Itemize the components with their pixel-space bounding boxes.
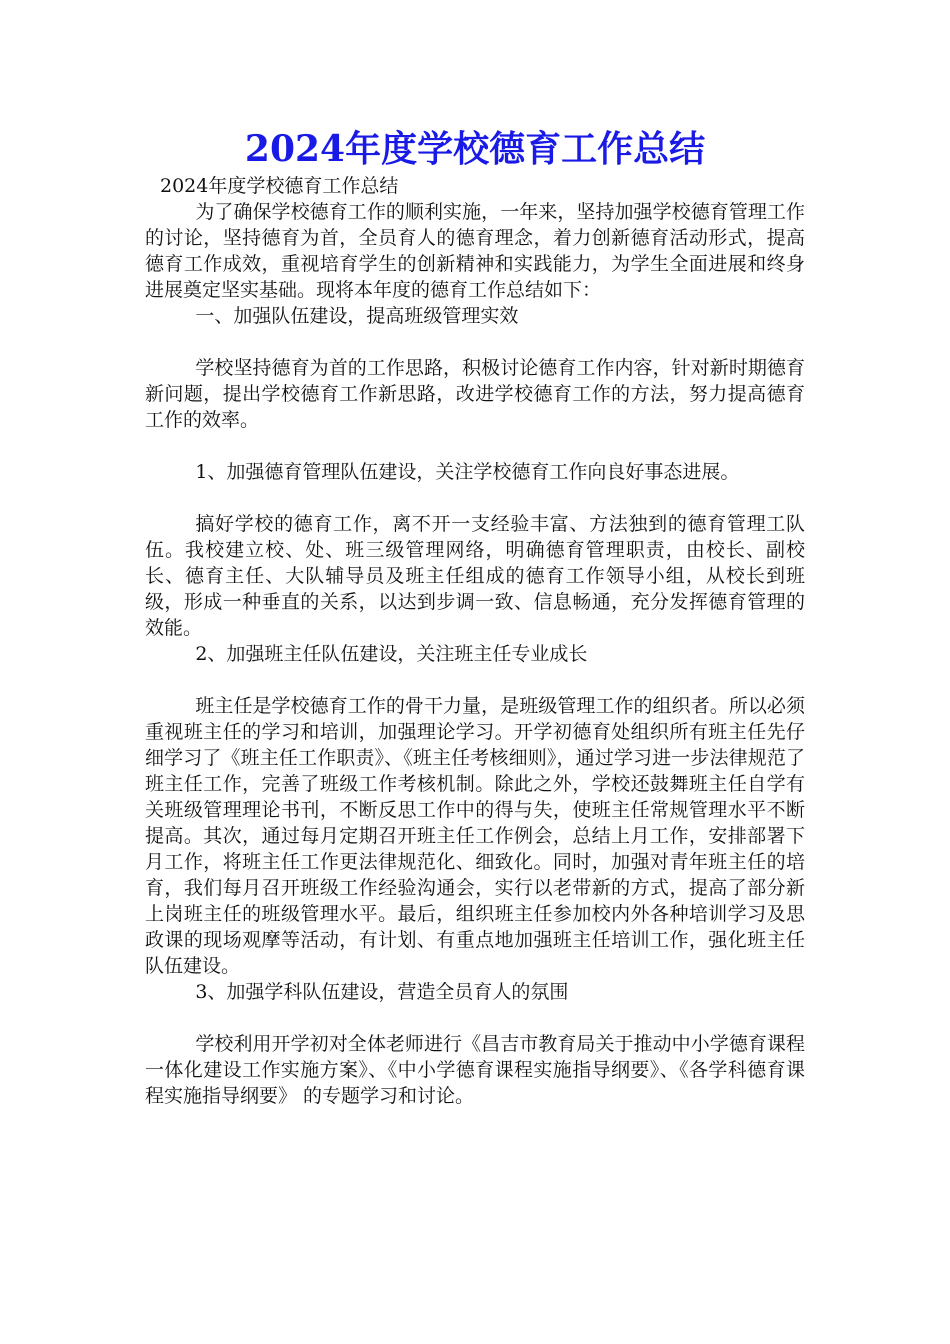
intro-paragraph: 为了确保学校德育工作的顺利实施，一年来，坚持加强学校德育管理工作的讨论，坚持德育为首，全员育人的德育理念，着力创新德育活动形式，提高德育工作成效，重视培育学生的创新精神和实践能力，为学生全面进展和终身进展奠定坚实基础。现将本年度的德育工作总结如下： — [145, 201, 805, 301]
item-3-paragraph: 学校利用开学初对全体老师进行《昌吉市教育局关于推动中小学德育课程一体化建设工作实施方案》、《中小学德育课程实施指导纲要》、《各学科德育课程实施指导纲要》 的专题学习和讨论。 — [145, 1033, 805, 1107]
item-3-heading: 3、加强学科队伍建设，营造全员育人的氛围 — [195, 981, 569, 1003]
item-1-paragraph: 搞好学校的德育工作，离不开一支经验丰富、方法独到的德育管理工队伍。我校建立校、处、班三级管理网络，明确德育管理职责，由校长、副校长、德育主任、大队辅导员及班主任组成的德育工作领导小组，从校长到班级，形成一种垂直的关系，以达到步调一致、信息畅通，充分发挥德育管理的效能。 — [145, 513, 805, 639]
document-body — [145, 173, 805, 1109]
document-subtitle: 2024年度学校德育工作总结 — [160, 175, 399, 197]
document-title: 2024年度学校德育工作总结 — [244, 128, 706, 170]
item-2-heading: 2、加强班主任队伍建设，关注班主任专业成长 — [195, 643, 588, 665]
item-2-paragraph: 班主任是学校德育工作的骨干力量，是班级管理工作的组织者。所以必须重视班主任的学习和培训，加强理论学习。开学初德育处组织所有班主任先仔细学习了《班主任工作职责》、《班主任考核细则》，通过学习进一步法律规范了班主任工作，完善了班级工作考核机制。除此之外，学校还鼓舞班主任自学有关班级管理理论书刊，不断反思工作中的得与失，使班主任常规管理水平不断提高。其次，通过每月定期召开班主任工作例会，总结上月工作，安排部署下月工作，将班主任工作更法律规范化、细致化。同时，加强对青年班主任的培育，我们每月召开班级工作经验沟通会，实行以老带新的方式，提高了部分新上岗班主任的班级管理水平。最后，组织班主任参加校内外各种培训学习及思政课的现场观摩等活动，有计划、有重点地加强班主任培训工作，强化班主任队伍建设。 — [145, 695, 805, 977]
section-1-paragraph: 学校坚持德育为首的工作思路，积极讨论德育工作内容，针对新时期德育新问题，提出学校德育工作新思路，改进学校德育工作的方法，努力提高德育工作的效率。 — [145, 357, 805, 431]
item-1-heading: 1、加强德育管理队伍建设，关注学校德育工作向良好事态进展。 — [195, 461, 740, 483]
section-1-heading: 一、加强队伍建设，提高班级管理实效 — [195, 305, 519, 327]
